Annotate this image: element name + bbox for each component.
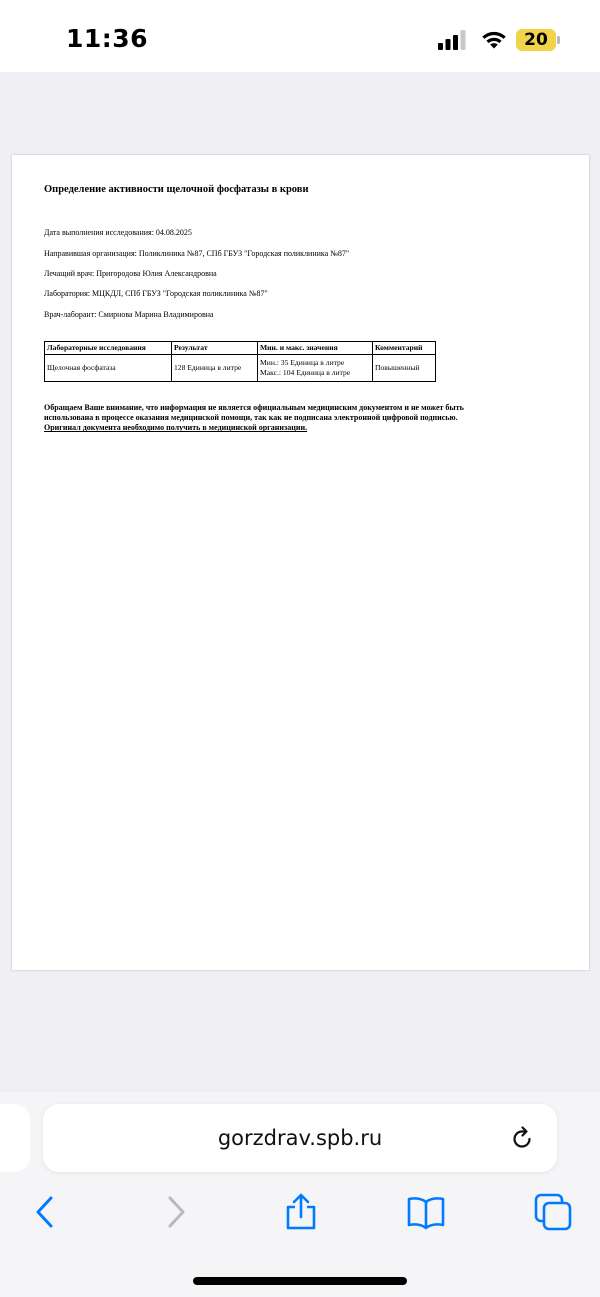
browser-toolbar	[0, 1092, 600, 1297]
notice-line: использована в процессе оказания медицинской помощи, так как не подписана электронной цифровой подписью.	[44, 413, 458, 423]
url-text[interactable]: gorzdrav.spb.ru	[217, 1126, 383, 1150]
header-tests: Лабораторные исследования	[45, 342, 172, 355]
header-reference-range: Мин. и макс. значения	[258, 342, 373, 355]
address-bar[interactable]	[43, 1104, 557, 1172]
status-bar	[0, 0, 600, 72]
reference-max: Макс.: 104 Единица в литре	[260, 368, 351, 377]
notice-line-underlined: Оригинал документа необходимо получить в медицинской организации.	[44, 423, 308, 433]
previous-tab-preview[interactable]	[0, 1104, 30, 1172]
bookmarks-icon[interactable]	[406, 1192, 446, 1232]
home-indicator	[193, 1277, 407, 1285]
signal-icon	[438, 30, 466, 50]
document-page	[12, 155, 589, 970]
share-icon[interactable]	[281, 1192, 321, 1232]
results-table	[44, 341, 436, 382]
cell-result: 128 Единица в литре	[172, 355, 258, 382]
battery-cap	[557, 36, 560, 44]
notice-line: Обращаем Ваше внимание, что информация не является официальным медицинским документом и не может быть	[44, 403, 464, 412]
tabs-icon[interactable]	[533, 1192, 573, 1232]
field-referring-organization: Направившая организация: Поликлиника №87, СПб ГБУЗ "Городская поликлиника №87"	[44, 249, 350, 258]
battery-level: 20	[524, 30, 548, 50]
forward-icon[interactable]	[155, 1192, 195, 1232]
cell-reference-range	[258, 355, 373, 382]
battery-icon	[516, 29, 560, 51]
cell-test-name: Щелочная фосфатаза	[45, 355, 172, 382]
disclaimer-notice	[44, 403, 554, 434]
header-result: Результат	[172, 342, 258, 355]
field-laboratory: Лаборатория: МЦКДЛ, СПб ГБУЗ "Городская поликлиника №87"	[44, 289, 268, 298]
header-comment: Комментарий	[373, 342, 436, 355]
back-icon[interactable]	[27, 1192, 67, 1232]
table-header-row	[45, 342, 436, 355]
field-test-date: Дата выполнения исследования: 04.08.2025	[44, 228, 192, 237]
status-time: 11:36	[66, 24, 149, 53]
field-lab-doctor: Врач-лаборант: Смирнова Марина Владимировна	[44, 310, 214, 319]
table-row	[45, 355, 436, 382]
reference-min: Мин.: 35 Единица в литре	[260, 358, 345, 367]
reload-icon[interactable]	[509, 1125, 535, 1151]
cell-comment: Повышенный	[373, 355, 436, 382]
field-attending-doctor: Лечащий врач: Пригородова Юлия Александровна	[44, 269, 217, 278]
document-title: Определение активности щелочной фосфатазы в крови	[44, 184, 309, 195]
wifi-icon	[480, 28, 508, 50]
